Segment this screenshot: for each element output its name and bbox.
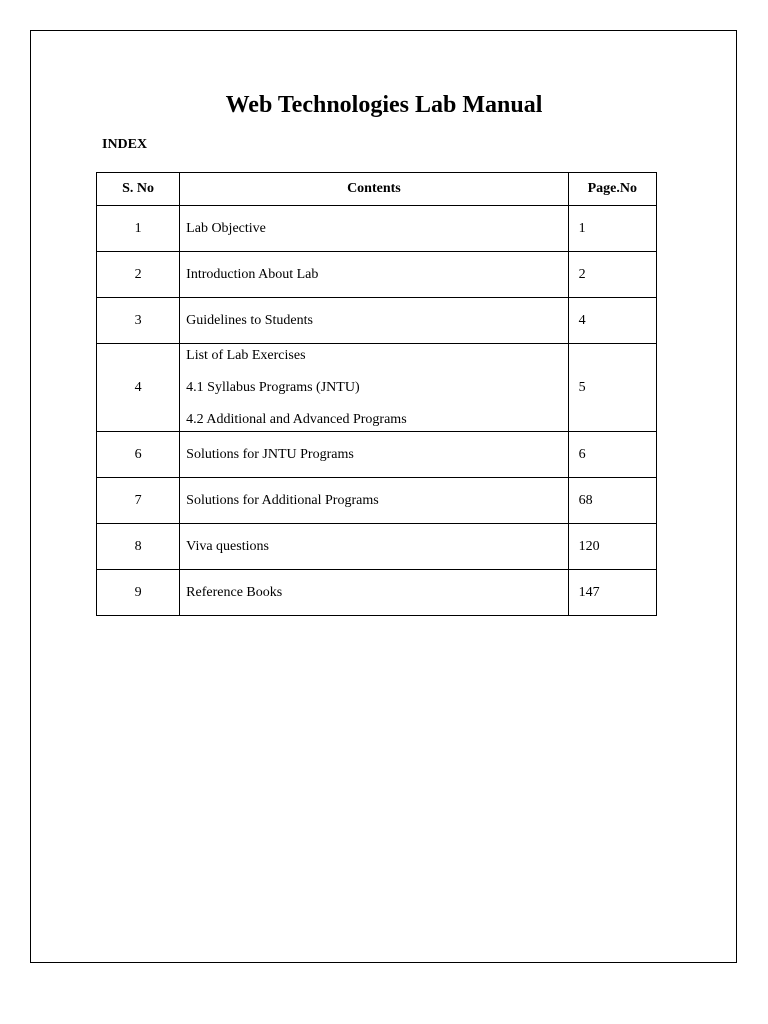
row-page: 68 — [568, 478, 656, 524]
row-contents: Lab Objective — [180, 206, 568, 252]
row-contents-lines — [186, 348, 567, 428]
row-sno: 6 — [97, 432, 180, 478]
header-sno: S. No — [97, 173, 180, 206]
document-title: Web Technologies Lab Manual — [225, 92, 543, 118]
table-row — [97, 252, 657, 298]
row-contents-sub: 4.2 Additional and Advanced Programs — [186, 411, 407, 427]
table-row — [97, 344, 657, 432]
row-contents: Introduction About Lab — [180, 252, 568, 298]
row-contents: Solutions for JNTU Programs — [180, 432, 568, 478]
row-contents-main: List of Lab Exercises — [186, 347, 306, 363]
table-row — [97, 570, 657, 616]
index-heading: INDEX — [102, 137, 148, 152]
row-sno: 4 — [97, 344, 180, 432]
header-contents: Contents — [180, 173, 568, 206]
row-page: 4 — [568, 298, 656, 344]
index-table — [96, 172, 657, 616]
row-contents: Solutions for Additional Programs — [180, 478, 568, 524]
row-contents: Reference Books — [180, 570, 568, 616]
row-page: 1 — [568, 206, 656, 252]
table-row — [97, 478, 657, 524]
row-page: 5 — [568, 344, 656, 432]
row-sno: 1 — [97, 206, 180, 252]
table-row — [97, 432, 657, 478]
row-page: 6 — [568, 432, 656, 478]
row-contents: Viva questions — [180, 524, 568, 570]
row-contents-sub: 4.1 Syllabus Programs (JNTU) — [186, 379, 360, 395]
row-sno: 7 — [97, 478, 180, 524]
row-sno: 3 — [97, 298, 180, 344]
row-sno: 9 — [97, 570, 180, 616]
table-row — [97, 524, 657, 570]
row-page: 120 — [568, 524, 656, 570]
row-contents: Guidelines to Students — [180, 298, 568, 344]
row-page: 147 — [568, 570, 656, 616]
table-row — [97, 298, 657, 344]
header-page: Page.No — [568, 173, 656, 206]
row-page: 2 — [568, 252, 656, 298]
table-row — [97, 206, 657, 252]
row-sno: 8 — [97, 524, 180, 570]
table-header-row — [97, 173, 657, 206]
row-contents — [180, 344, 568, 432]
row-sno: 2 — [97, 252, 180, 298]
